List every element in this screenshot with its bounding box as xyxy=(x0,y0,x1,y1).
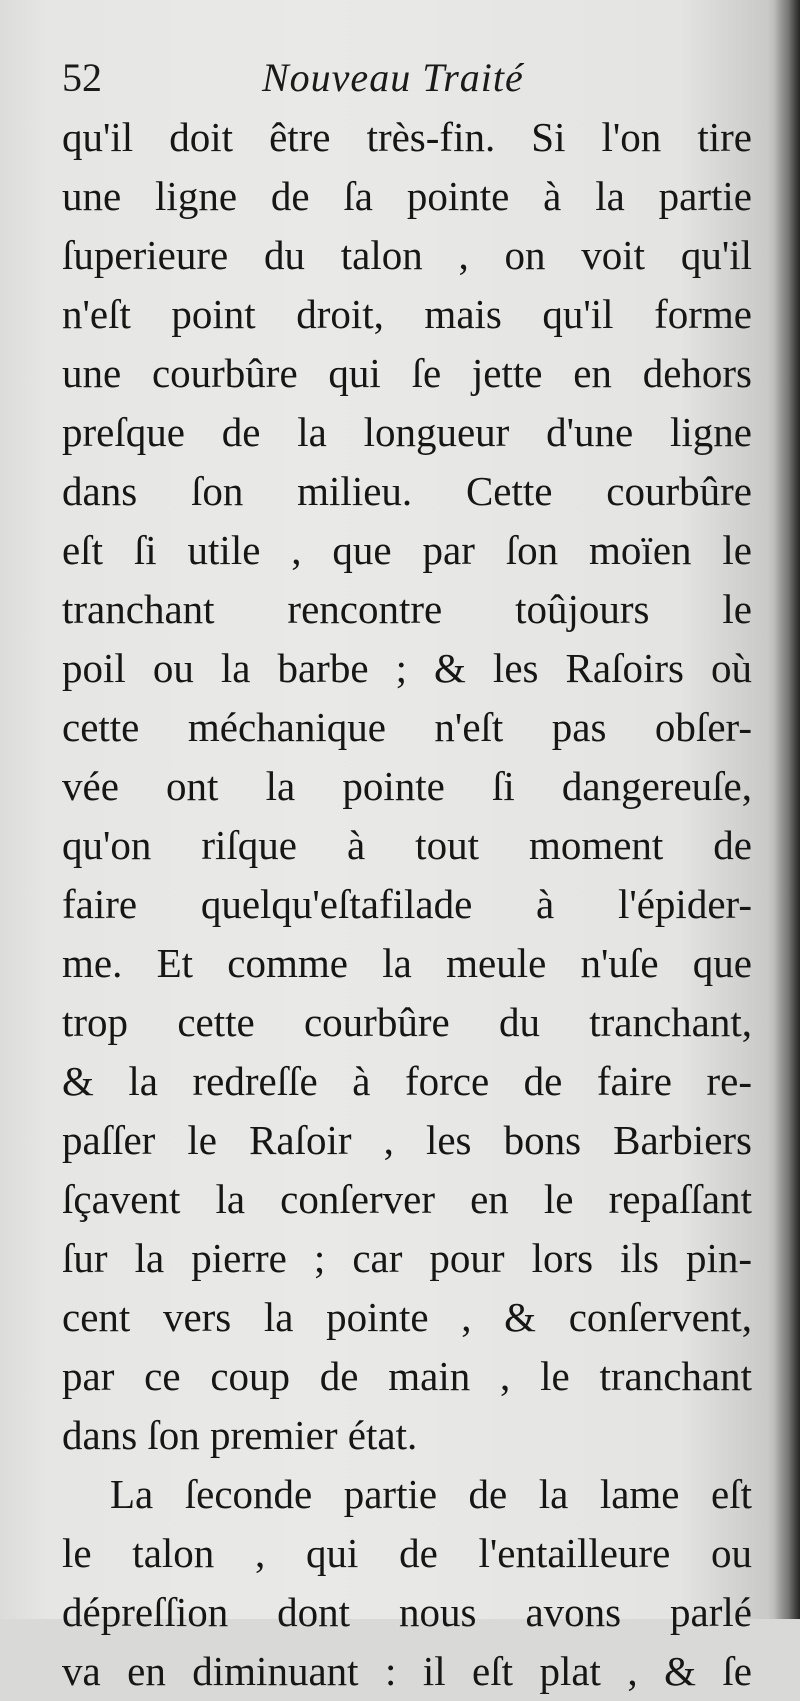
text-line: dépreſſion dont nous avons parlé xyxy=(62,1589,752,1635)
text-line: cette méchanique n'eſt pas obſer- xyxy=(62,704,752,750)
text-line: n'eſt point droit, mais qu'il forme xyxy=(62,291,752,337)
text-line: qu'il doit être très-fin. Si l'on tire xyxy=(62,114,752,160)
text-line: ſuperieure du talon , on voit qu'il xyxy=(62,232,752,278)
running-head xyxy=(62,48,762,108)
text-line: trop cette courbûre du tranchant, xyxy=(62,999,752,1045)
paragraph-end-line: dans ſon premier état. xyxy=(62,1412,418,1458)
text-line: paſſer le Raſoir , les bons Barbiers xyxy=(62,1117,752,1163)
text-line: tranchant rencontre toûjours le xyxy=(62,586,752,632)
text-line: cent vers la pointe , & conſervent, xyxy=(62,1294,752,1340)
text-line: ſur la pierre ; car pour lors ils pin- xyxy=(62,1235,752,1281)
text-line: qu'on riſque à tout moment de xyxy=(62,822,752,868)
text-line: eſt ſi utile , que par ſon moïen le xyxy=(62,527,752,573)
text-line: une ligne de ſa pointe à la partie xyxy=(62,173,752,219)
text-line: une courbûre qui ſe jette en dehors xyxy=(62,350,752,396)
text-line: ſçavent la conſerver en le repaſſant xyxy=(62,1176,752,1222)
running-title: Nouveau Traité xyxy=(262,55,524,100)
text-line: poil ou la barbe ; & les Raſoirs où xyxy=(62,645,752,691)
text-line: le talon , qui de l'entailleure ou xyxy=(62,1530,752,1576)
text-line: va en diminuant : il eſt plat , & ſe xyxy=(62,1648,752,1694)
text-line: dans ſon milieu. Cette courbûre xyxy=(62,468,752,514)
text-line: vée ont la pointe ſi dangereuſe, xyxy=(62,763,752,809)
page-number: 52 xyxy=(62,55,102,100)
text-line: preſque de la longueur d'une ligne xyxy=(62,409,752,455)
text-line: & la redreſſe à force de faire re- xyxy=(62,1058,752,1104)
page-edge-shadow xyxy=(774,0,800,1619)
paragraph-start-line: La ſeconde partie de la lame eſt xyxy=(110,1471,752,1517)
text-line: me. Et comme la meule n'uſe que xyxy=(62,940,752,986)
text-line: faire quelqu'eſtafilade à l'épider- xyxy=(62,881,752,927)
text-body xyxy=(62,108,752,1701)
text-line: par ce coup de main , le tranchant xyxy=(62,1353,752,1399)
